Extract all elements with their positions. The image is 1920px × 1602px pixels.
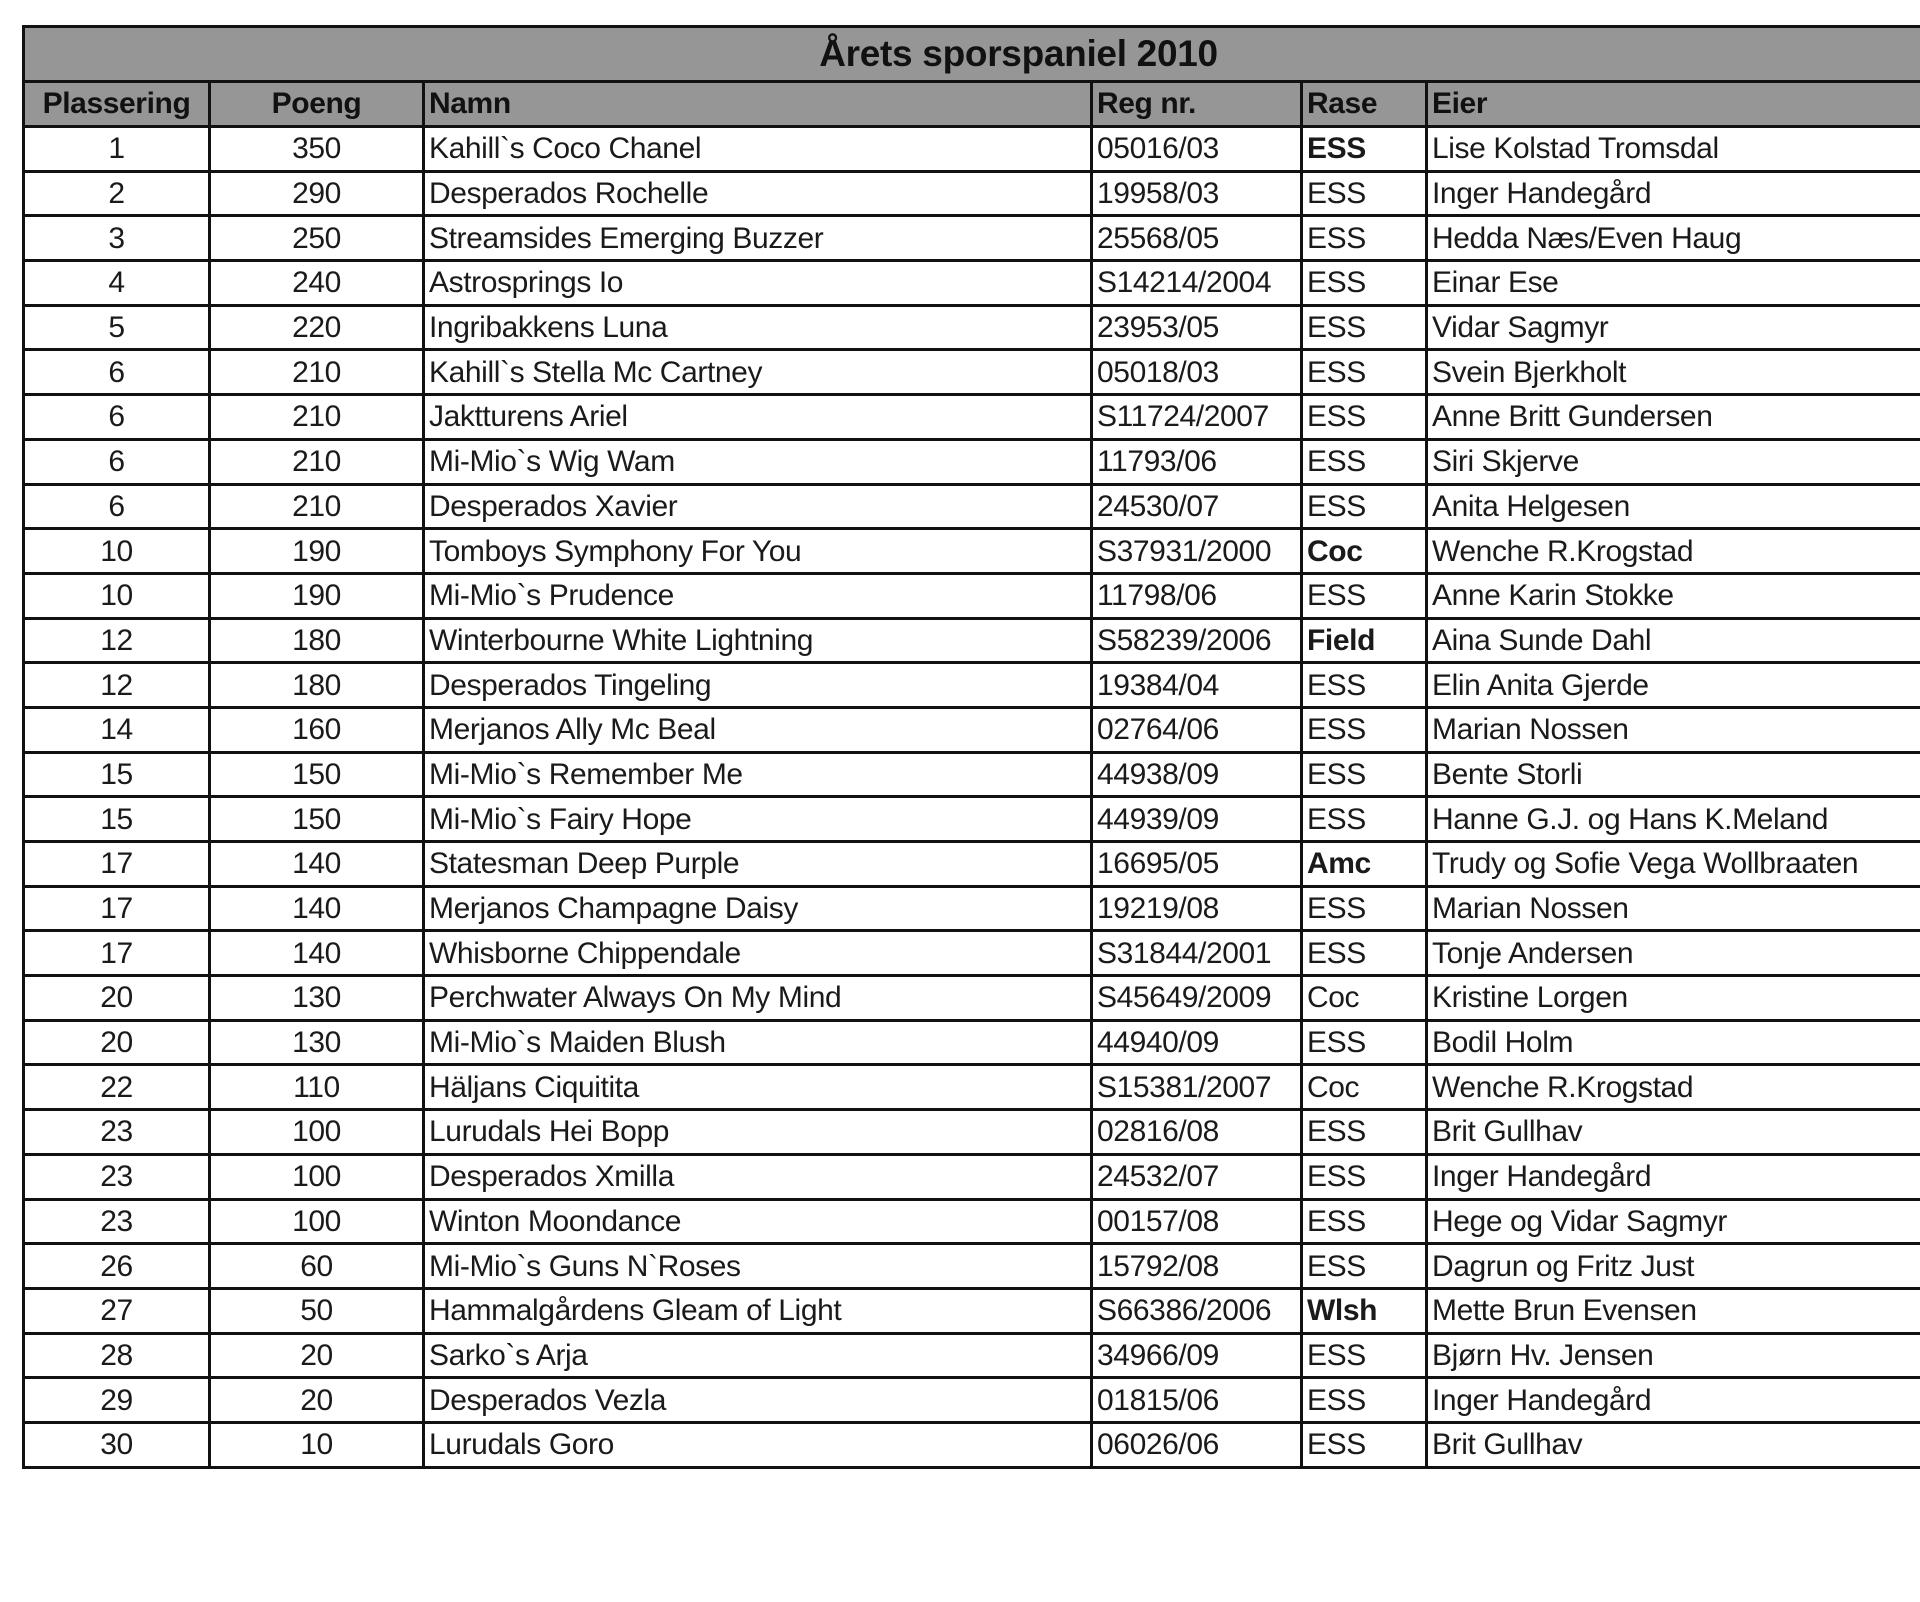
cell-reg-nr: 44939/09 — [1092, 797, 1302, 842]
cell-poeng: 190 — [210, 573, 424, 618]
cell-namn: Perchwater Always On My Mind — [424, 976, 1092, 1021]
table-row — [24, 1288, 1920, 1333]
cell-reg-nr: 05016/03 — [1092, 127, 1302, 172]
table-row — [24, 1378, 1920, 1423]
cell-eier: Siri Skjerve — [1427, 439, 1920, 484]
cell-eier: Wenche R.Krogstad — [1427, 529, 1920, 574]
cell-reg-nr: S58239/2006 — [1092, 618, 1302, 663]
cell-poeng: 10 — [210, 1422, 424, 1467]
cell-poeng: 100 — [210, 1110, 424, 1155]
table-row — [24, 439, 1920, 484]
table-row — [24, 484, 1920, 529]
cell-rase: ESS — [1302, 931, 1427, 976]
cell-poeng: 50 — [210, 1288, 424, 1333]
cell-namn: Sarko`s Arja — [424, 1333, 1092, 1378]
cell-rase: ESS — [1302, 305, 1427, 350]
cell-namn: Mi-Mio`s Wig Wam — [424, 439, 1092, 484]
cell-rase: ESS — [1302, 1020, 1427, 1065]
cell-poeng: 130 — [210, 1020, 424, 1065]
cell-plassering: 28 — [24, 1333, 210, 1378]
cell-namn: Winterbourne White Lightning — [424, 618, 1092, 663]
cell-namn: Merjanos Champagne Daisy — [424, 886, 1092, 931]
cell-rase: ESS — [1302, 1154, 1427, 1199]
cell-poeng: 150 — [210, 752, 424, 797]
table-row — [24, 261, 1920, 306]
results-table — [22, 25, 1920, 1469]
cell-plassering: 23 — [24, 1199, 210, 1244]
table-row — [24, 886, 1920, 931]
cell-plassering: 26 — [24, 1244, 210, 1289]
cell-eier: Inger Handegård — [1427, 171, 1920, 216]
column-header-plassering: Plassering — [24, 82, 210, 127]
table-row — [24, 663, 1920, 708]
cell-poeng: 210 — [210, 395, 424, 440]
cell-poeng: 210 — [210, 350, 424, 395]
cell-reg-nr: 19219/08 — [1092, 886, 1302, 931]
cell-poeng: 290 — [210, 171, 424, 216]
cell-rase: ESS — [1302, 573, 1427, 618]
cell-poeng: 140 — [210, 842, 424, 887]
cell-namn: Whisborne Chippendale — [424, 931, 1092, 976]
cell-poeng: 350 — [210, 127, 424, 172]
cell-plassering: 27 — [24, 1288, 210, 1333]
table-row — [24, 752, 1920, 797]
column-header-rase: Rase — [1302, 82, 1427, 127]
cell-plassering: 1 — [24, 127, 210, 172]
column-header-reg-nr: Reg nr. — [1092, 82, 1302, 127]
cell-eier: Aina Sunde Dahl — [1427, 618, 1920, 663]
table-row — [24, 573, 1920, 618]
cell-reg-nr: S66386/2006 — [1092, 1288, 1302, 1333]
cell-plassering: 6 — [24, 439, 210, 484]
cell-namn: Hammalgårdens Gleam of Light — [424, 1288, 1092, 1333]
cell-rase: ESS — [1302, 261, 1427, 306]
cell-eier: Trudy og Sofie Vega Wollbraaten — [1427, 842, 1920, 887]
cell-rase: ESS — [1302, 1110, 1427, 1155]
cell-plassering: 5 — [24, 305, 210, 350]
cell-rase: ESS — [1302, 1333, 1427, 1378]
cell-reg-nr: 16695/05 — [1092, 842, 1302, 887]
table-row — [24, 1244, 1920, 1289]
cell-eier: Hege og Vidar Sagmyr — [1427, 1199, 1920, 1244]
cell-namn: Merjanos Ally Mc Beal — [424, 707, 1092, 752]
cell-poeng: 100 — [210, 1199, 424, 1244]
table-row — [24, 1020, 1920, 1065]
cell-namn: Desperados Xavier — [424, 484, 1092, 529]
cell-eier: Mette Brun Evensen — [1427, 1288, 1920, 1333]
cell-rase: ESS — [1302, 350, 1427, 395]
cell-reg-nr: 02816/08 — [1092, 1110, 1302, 1155]
results-sheet — [22, 25, 1920, 1469]
cell-plassering: 12 — [24, 618, 210, 663]
table-row — [24, 707, 1920, 752]
cell-rase: ESS — [1302, 752, 1427, 797]
cell-rase: ESS — [1302, 707, 1427, 752]
cell-rase: ESS — [1302, 127, 1427, 172]
cell-rase: Coc — [1302, 1065, 1427, 1110]
cell-reg-nr: 01815/06 — [1092, 1378, 1302, 1423]
table-row — [24, 171, 1920, 216]
cell-namn: Kahill`s Stella Mc Cartney — [424, 350, 1092, 395]
cell-reg-nr: S15381/2007 — [1092, 1065, 1302, 1110]
cell-reg-nr: S11724/2007 — [1092, 395, 1302, 440]
cell-eier: Inger Handegård — [1427, 1378, 1920, 1423]
table-row — [24, 931, 1920, 976]
cell-namn: Jaktturens Ariel — [424, 395, 1092, 440]
cell-poeng: 130 — [210, 976, 424, 1021]
cell-namn: Lurudals Hei Bopp — [424, 1110, 1092, 1155]
cell-eier: Anne Britt Gundersen — [1427, 395, 1920, 440]
cell-plassering: 15 — [24, 752, 210, 797]
cell-namn: Ingribakkens Luna — [424, 305, 1092, 350]
cell-poeng: 210 — [210, 439, 424, 484]
cell-plassering: 12 — [24, 663, 210, 708]
column-header-namn: Namn — [424, 82, 1092, 127]
cell-namn: Desperados Xmilla — [424, 1154, 1092, 1199]
title-row — [24, 27, 1920, 82]
cell-eier: Elin Anita Gjerde — [1427, 663, 1920, 708]
cell-namn: Winton Moondance — [424, 1199, 1092, 1244]
cell-reg-nr: S31844/2001 — [1092, 931, 1302, 976]
cell-plassering: 14 — [24, 707, 210, 752]
cell-eier: Svein Bjerkholt — [1427, 350, 1920, 395]
cell-plassering: 3 — [24, 216, 210, 261]
cell-namn: Desperados Tingeling — [424, 663, 1092, 708]
cell-eier: Einar Ese — [1427, 261, 1920, 306]
cell-rase: ESS — [1302, 1199, 1427, 1244]
cell-eier: Hanne G.J. og Hans K.Meland — [1427, 797, 1920, 842]
table-row — [24, 395, 1920, 440]
cell-plassering: 17 — [24, 931, 210, 976]
cell-plassering: 17 — [24, 886, 210, 931]
cell-namn: Kahill`s Coco Chanel — [424, 127, 1092, 172]
cell-reg-nr: 23953/05 — [1092, 305, 1302, 350]
cell-plassering: 6 — [24, 484, 210, 529]
cell-eier: Brit Gullhav — [1427, 1110, 1920, 1155]
cell-reg-nr: 06026/06 — [1092, 1422, 1302, 1467]
cell-poeng: 100 — [210, 1154, 424, 1199]
cell-reg-nr: 19384/04 — [1092, 663, 1302, 708]
table-row — [24, 618, 1920, 663]
cell-namn: Desperados Vezla — [424, 1378, 1092, 1423]
cell-eier: Inger Handegård — [1427, 1154, 1920, 1199]
cell-plassering: 30 — [24, 1422, 210, 1467]
cell-namn: Häljans Ciquitita — [424, 1065, 1092, 1110]
cell-rase: ESS — [1302, 1244, 1427, 1289]
cell-poeng: 140 — [210, 931, 424, 976]
cell-rase: ESS — [1302, 1378, 1427, 1423]
cell-namn: Tomboys Symphony For You — [424, 529, 1092, 574]
table-row — [24, 797, 1920, 842]
cell-namn: Desperados Rochelle — [424, 171, 1092, 216]
table-row — [24, 1199, 1920, 1244]
cell-namn: Lurudals Goro — [424, 1422, 1092, 1467]
table-row — [24, 842, 1920, 887]
cell-rase: ESS — [1302, 171, 1427, 216]
cell-plassering: 2 — [24, 171, 210, 216]
cell-reg-nr: 25568/05 — [1092, 216, 1302, 261]
cell-rase: Coc — [1302, 529, 1427, 574]
cell-eier: Kristine Lorgen — [1427, 976, 1920, 1021]
table-row — [24, 1065, 1920, 1110]
cell-reg-nr: 44940/09 — [1092, 1020, 1302, 1065]
cell-namn: Mi-Mio`s Fairy Hope — [424, 797, 1092, 842]
cell-plassering: 6 — [24, 395, 210, 440]
cell-rase: Field — [1302, 618, 1427, 663]
cell-reg-nr: 19958/03 — [1092, 171, 1302, 216]
cell-reg-nr: 24530/07 — [1092, 484, 1302, 529]
cell-plassering: 10 — [24, 529, 210, 574]
cell-poeng: 250 — [210, 216, 424, 261]
cell-reg-nr: S45649/2009 — [1092, 976, 1302, 1021]
cell-namn: Streamsides Emerging Buzzer — [424, 216, 1092, 261]
table-row — [24, 1110, 1920, 1155]
table-row — [24, 529, 1920, 574]
cell-eier: Marian Nossen — [1427, 886, 1920, 931]
table-row — [24, 127, 1920, 172]
cell-rase: Wlsh — [1302, 1288, 1427, 1333]
cell-plassering: 20 — [24, 976, 210, 1021]
cell-eier: Dagrun og Fritz Just — [1427, 1244, 1920, 1289]
column-header-poeng: Poeng — [210, 82, 424, 127]
cell-reg-nr: 02764/06 — [1092, 707, 1302, 752]
cell-plassering: 4 — [24, 261, 210, 306]
cell-eier: Anne Karin Stokke — [1427, 573, 1920, 618]
cell-reg-nr: 11798/06 — [1092, 573, 1302, 618]
cell-poeng: 20 — [210, 1333, 424, 1378]
cell-rase: ESS — [1302, 439, 1427, 484]
cell-rase: ESS — [1302, 216, 1427, 261]
header-row — [24, 82, 1920, 127]
cell-eier: Hedda Næs/Even Haug — [1427, 216, 1920, 261]
table-body — [24, 127, 1920, 1468]
cell-eier: Anita Helgesen — [1427, 484, 1920, 529]
cell-reg-nr: S14214/2004 — [1092, 261, 1302, 306]
cell-poeng: 220 — [210, 305, 424, 350]
table-row — [24, 1154, 1920, 1199]
cell-plassering: 22 — [24, 1065, 210, 1110]
cell-plassering: 6 — [24, 350, 210, 395]
cell-rase: ESS — [1302, 1422, 1427, 1467]
cell-poeng: 210 — [210, 484, 424, 529]
cell-rase: ESS — [1302, 484, 1427, 529]
cell-reg-nr: 44938/09 — [1092, 752, 1302, 797]
cell-rase: ESS — [1302, 797, 1427, 842]
cell-eier: Bjørn Hv. Jensen — [1427, 1333, 1920, 1378]
cell-eier: Marian Nossen — [1427, 707, 1920, 752]
cell-namn: Mi-Mio`s Maiden Blush — [424, 1020, 1092, 1065]
cell-poeng: 160 — [210, 707, 424, 752]
cell-plassering: 17 — [24, 842, 210, 887]
cell-reg-nr: 24532/07 — [1092, 1154, 1302, 1199]
table-row — [24, 350, 1920, 395]
cell-poeng: 150 — [210, 797, 424, 842]
cell-namn: Mi-Mio`s Prudence — [424, 573, 1092, 618]
table-title: Årets sporspaniel 2010 — [24, 27, 1920, 82]
cell-namn: Statesman Deep Purple — [424, 842, 1092, 887]
cell-rase: ESS — [1302, 395, 1427, 440]
cell-eier: Bodil Holm — [1427, 1020, 1920, 1065]
table-row — [24, 305, 1920, 350]
cell-poeng: 20 — [210, 1378, 424, 1423]
cell-reg-nr: 11793/06 — [1092, 439, 1302, 484]
cell-eier: Brit Gullhav — [1427, 1422, 1920, 1467]
cell-plassering: 10 — [24, 573, 210, 618]
cell-poeng: 60 — [210, 1244, 424, 1289]
cell-eier: Vidar Sagmyr — [1427, 305, 1920, 350]
table-row — [24, 1333, 1920, 1378]
cell-plassering: 23 — [24, 1110, 210, 1155]
cell-rase: ESS — [1302, 886, 1427, 931]
cell-reg-nr: 34966/09 — [1092, 1333, 1302, 1378]
cell-rase: Amc — [1302, 842, 1427, 887]
cell-rase: ESS — [1302, 663, 1427, 708]
cell-namn: Astrosprings Io — [424, 261, 1092, 306]
cell-namn: Mi-Mio`s Guns N`Roses — [424, 1244, 1092, 1289]
cell-poeng: 180 — [210, 663, 424, 708]
table-row — [24, 1422, 1920, 1467]
table-row — [24, 976, 1920, 1021]
cell-reg-nr: 00157/08 — [1092, 1199, 1302, 1244]
cell-poeng: 180 — [210, 618, 424, 663]
cell-reg-nr: 05018/03 — [1092, 350, 1302, 395]
cell-eier: Lise Kolstad Tromsdal — [1427, 127, 1920, 172]
cell-poeng: 190 — [210, 529, 424, 574]
cell-poeng: 140 — [210, 886, 424, 931]
cell-poeng: 240 — [210, 261, 424, 306]
cell-eier: Bente Storli — [1427, 752, 1920, 797]
cell-poeng: 110 — [210, 1065, 424, 1110]
cell-plassering: 23 — [24, 1154, 210, 1199]
cell-eier: Tonje Andersen — [1427, 931, 1920, 976]
cell-plassering: 20 — [24, 1020, 210, 1065]
cell-reg-nr: 15792/08 — [1092, 1244, 1302, 1289]
cell-plassering: 15 — [24, 797, 210, 842]
cell-eier: Wenche R.Krogstad — [1427, 1065, 1920, 1110]
cell-plassering: 29 — [24, 1378, 210, 1423]
cell-rase: Coc — [1302, 976, 1427, 1021]
cell-reg-nr: S37931/2000 — [1092, 529, 1302, 574]
column-header-eier: Eier — [1427, 82, 1920, 127]
table-row — [24, 216, 1920, 261]
cell-namn: Mi-Mio`s Remember Me — [424, 752, 1092, 797]
